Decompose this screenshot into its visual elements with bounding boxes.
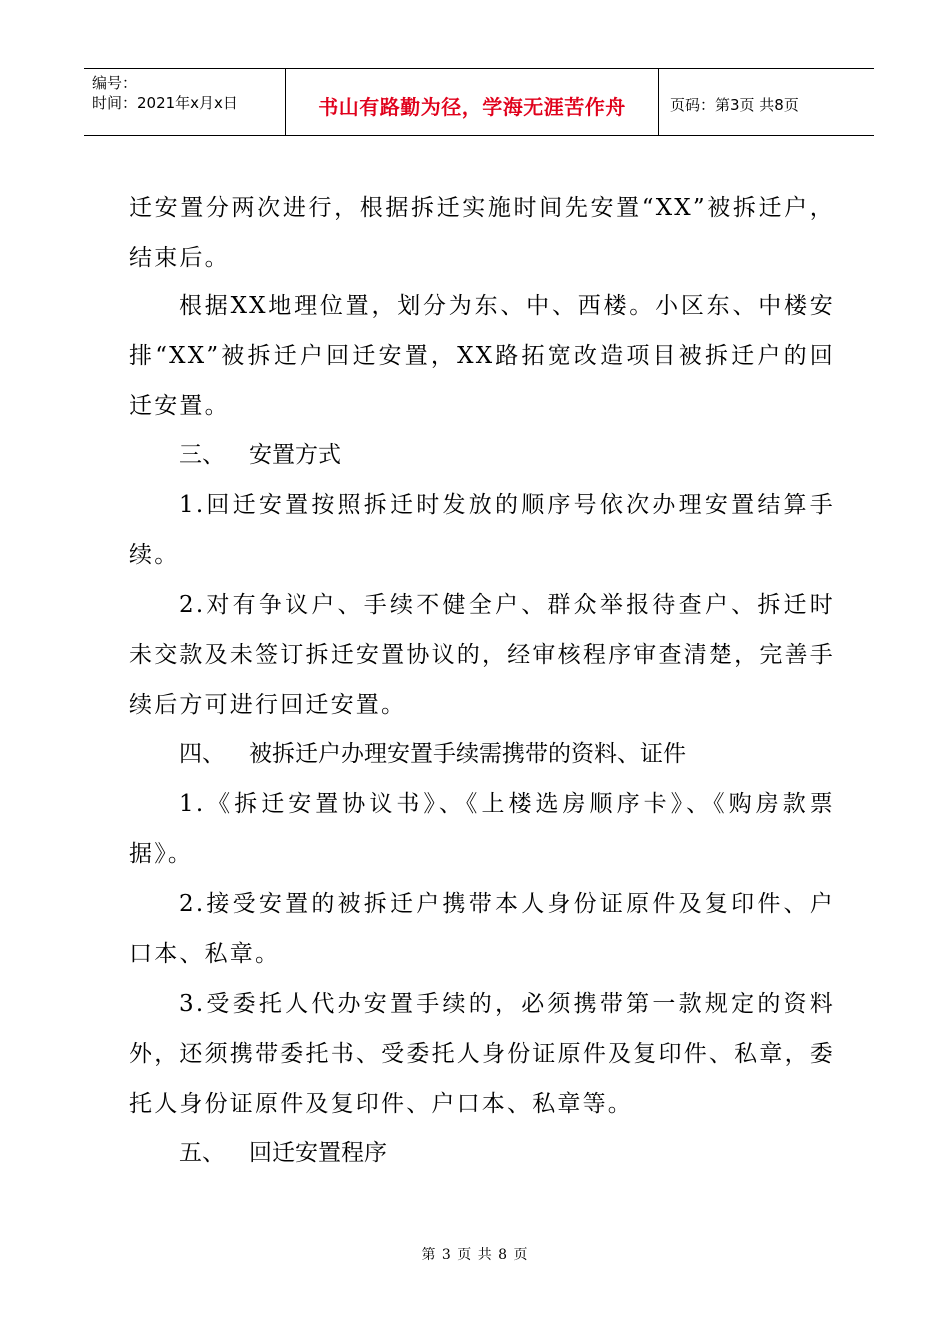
paragraph (129, 580, 835, 730)
section-number: 三、 (179, 442, 225, 468)
section-heading-3 (179, 430, 341, 480)
paragraph-text: 1.回迁安置按照拆迁时发放的顺序号依次办理安置结算手续。 (129, 492, 835, 568)
paragraph-text: 1.《拆迁安置协议书》、《上楼选房顺序卡》、《购房款票据》。 (129, 791, 835, 867)
paragraph (129, 879, 835, 979)
paragraph-text: 3.受委托人代办安置手续的，必须携带第一款规定的资料外，还须携带委托书、受委托人身份证原件及复印件、私章，委托人身份证原件及复印件、户口本、私章等。 (129, 991, 835, 1117)
paragraph (129, 779, 835, 879)
section-number: 五、 (179, 1140, 225, 1166)
paragraph (129, 480, 835, 580)
paragraph-text: 2.接受安置的被拆迁户携带本人身份证原件及复印件、户口本、私章。 (129, 891, 835, 967)
document-date-label: 时间：2021年x月x日 (92, 94, 238, 112)
section-title: 安置方式 (249, 442, 341, 468)
header-page-number: 页码：第3页 共8页 (670, 96, 799, 114)
paragraph-text: 迁安置分两次进行，根据拆迁实施时间先安置“XX”被拆迁户，结束后。 (129, 195, 835, 271)
paragraph (129, 281, 835, 431)
page-header (84, 68, 874, 136)
document-number-label: 编号： (92, 74, 138, 92)
header-motto-cell (286, 69, 659, 135)
paragraph (129, 183, 835, 283)
page-footer: 第 3 页 共 8 页 (421, 1247, 529, 1263)
section-heading-4 (179, 729, 686, 779)
header-info-cell (84, 69, 286, 135)
section-number: 四、 (179, 741, 225, 767)
section-title: 被拆迁户办理安置手续需携带的资料、证件 (249, 741, 686, 767)
header-motto: 书山有路勤为径，学海无涯苦作舟 (318, 95, 626, 119)
section-heading-5 (179, 1128, 387, 1178)
paragraph-text: 根据XX地理位置，划分为东、中、西楼。小区东、中楼安排“XX”被拆迁户回迁安置，XX路拓宽改造项目被拆迁户的回迁安置。 (129, 293, 835, 419)
paragraph-text: 2.对有争议户、手续不健全户、群众举报待查户、拆迁时未交款及未签订拆迁安置协议的，经审核程序审查清楚，完善手续后方可进行回迁安置。 (129, 592, 835, 718)
section-title: 回迁安置程序 (249, 1140, 387, 1166)
paragraph (129, 979, 835, 1129)
